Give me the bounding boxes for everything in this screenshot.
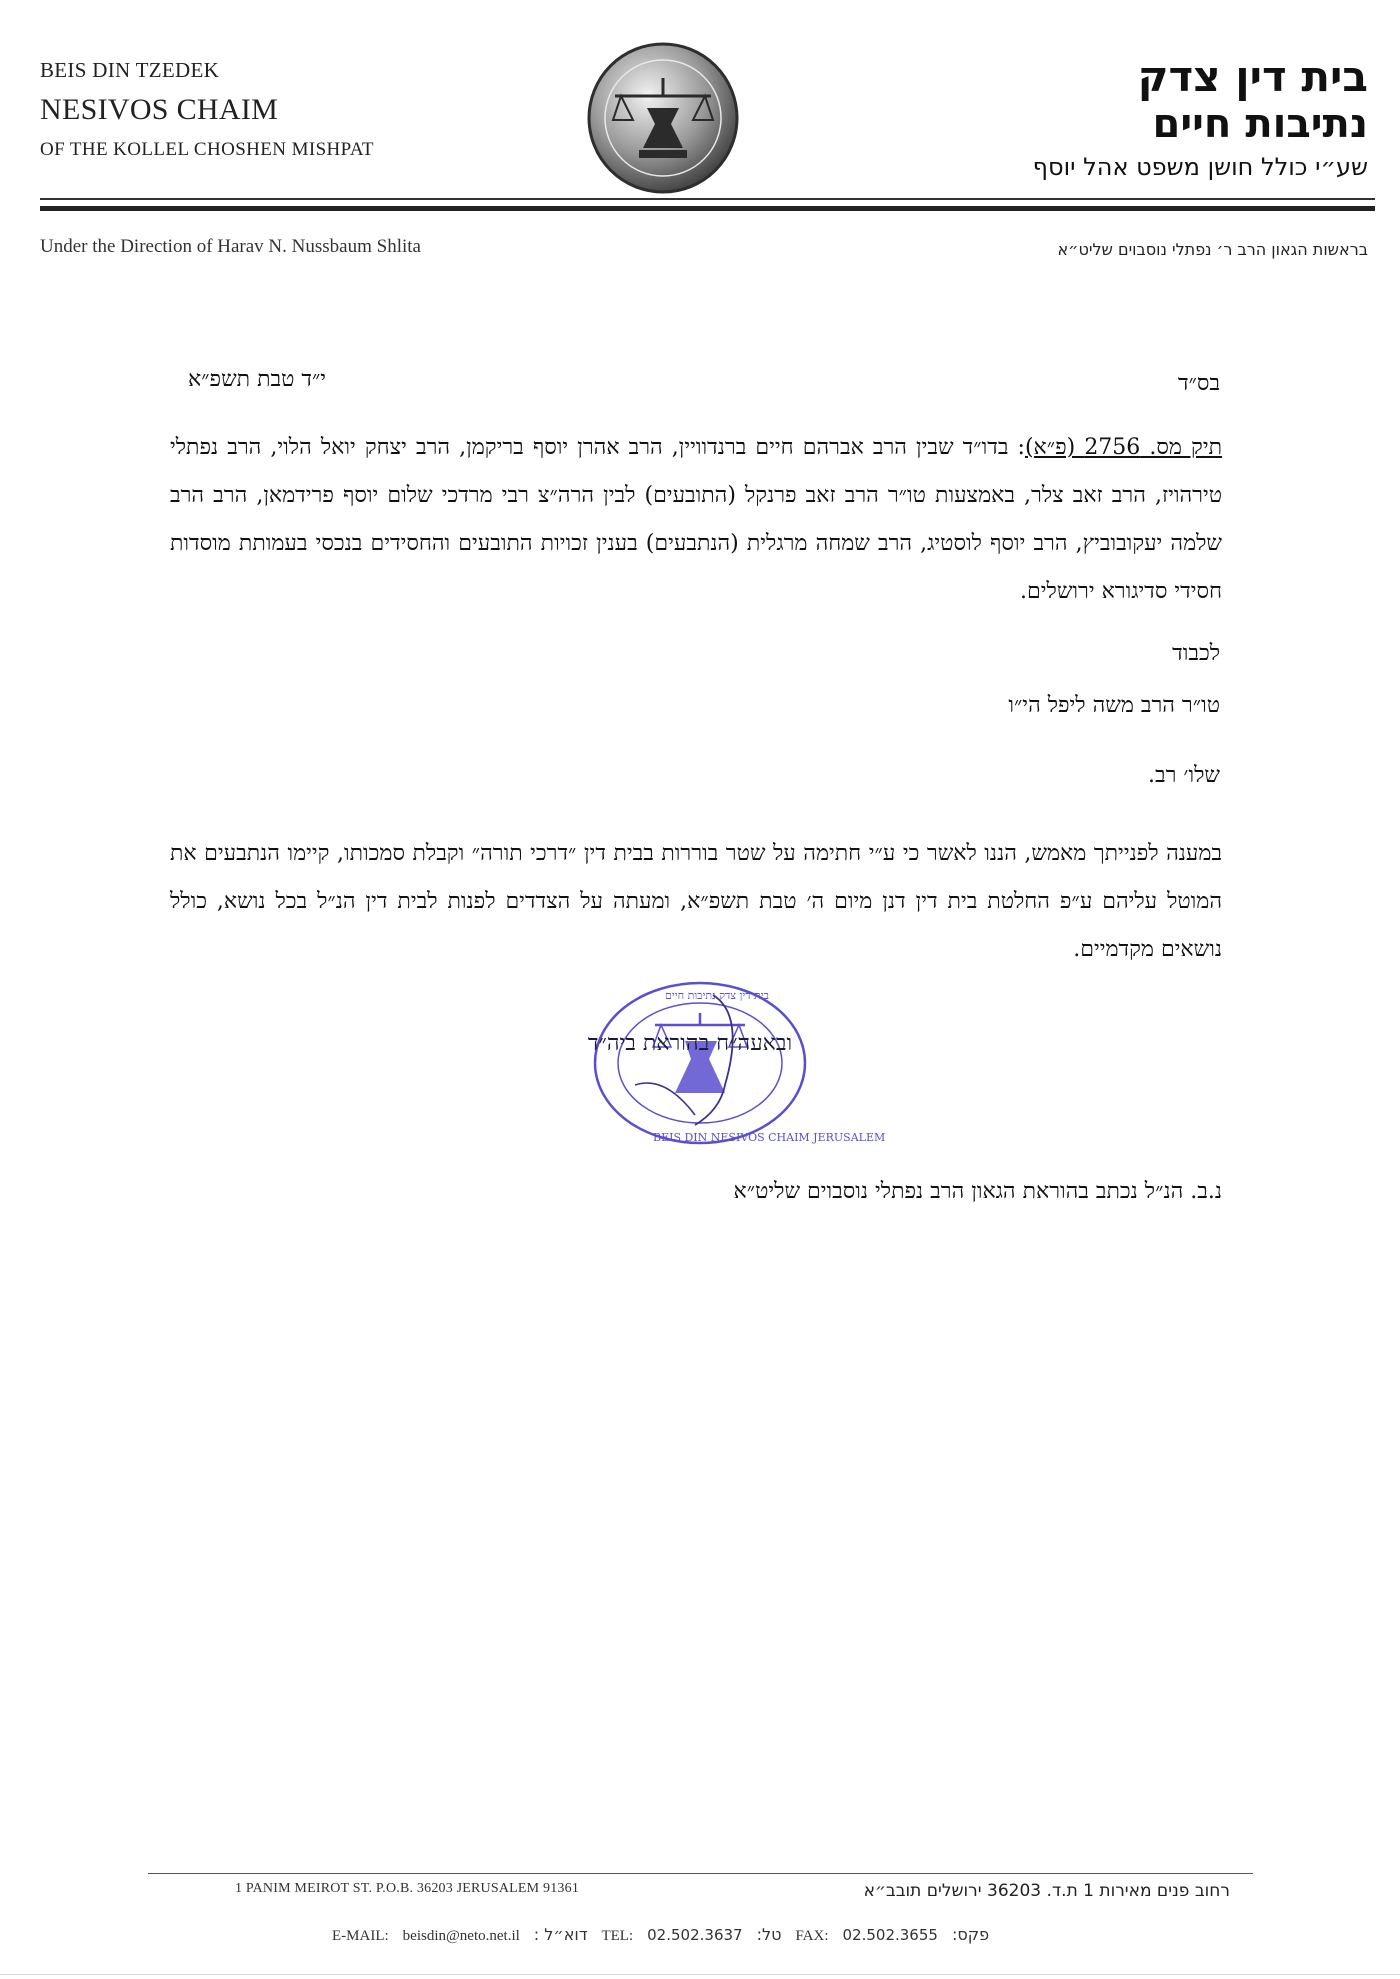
court-stamp-icon bbox=[575, 975, 886, 1150]
org-name-line3: OF THE KOLLEL CHOSHEN MISHPAT bbox=[40, 139, 374, 160]
scales-of-justice-seal-icon bbox=[583, 38, 743, 198]
scan-edge-line bbox=[0, 1974, 1400, 1975]
bsd-header: בס״ד bbox=[1177, 371, 1220, 396]
letterhead-hebrew bbox=[1033, 52, 1368, 181]
header-rule-thin bbox=[40, 198, 1375, 200]
email-label: E-MAIL: bbox=[332, 1928, 389, 1944]
fax-label: FAX: bbox=[795, 1928, 829, 1944]
org-name-hebrew-line2: נתיבות חיים bbox=[1152, 101, 1368, 147]
tel-number: 02.502.3637 bbox=[647, 1926, 743, 1944]
org-name-hebrew-line3: שע״י כולל חושן משפט אהל יוסף bbox=[1032, 153, 1368, 181]
recipient-name: טו״ר הרב משה ליפל הי״ו bbox=[1008, 693, 1220, 718]
postscript-nb: נ.ב. הנ״ל נכתב בהוראת הגאון הרב נפתלי נוסבוים שליט״א bbox=[733, 1179, 1222, 1204]
org-name-line2: NESIVOS CHAIM bbox=[40, 93, 279, 126]
email-label-hebrew: : דוא״ל bbox=[533, 1925, 588, 1944]
direction-english: Under the Direction of Harav N. Nussbaum Shlita bbox=[40, 236, 421, 257]
fax-label-hebrew: :פקס bbox=[951, 1925, 990, 1944]
footer-rule bbox=[148, 1873, 1253, 1874]
svg-text:BEIS DIN NESIVOS CHAIM JERUSAL: BEIS DIN NESIVOS CHAIM JERUSALEM bbox=[653, 1131, 886, 1144]
footer-contact bbox=[332, 1925, 1003, 1945]
email-address: beisdin@neto.net.il bbox=[402, 1928, 520, 1944]
greeting: שלו׳ רב. bbox=[1148, 763, 1220, 788]
case-number: תיק מס. 2756 (פ״א) bbox=[1024, 435, 1223, 460]
letter-date: י״ד טבת תשפ״א bbox=[188, 367, 327, 392]
body-paragraph: במענה לפנייתך מאמש, הננו לאשר כי ע״י חתימה על שטר בוררות בבית דין ״דרכי תורה״ וקבלת סמכותו, קיימו הנתבעים את המוטל עליהם ע״פ החלטת בית דין דנן מיום ה׳ טבת תשפ״א, ומעתה על הצדדים לפנות לבית דין הנ״ל בכל נושא, כולל נושאים מקדמיים. bbox=[170, 841, 1222, 962]
footer-address-english: 1 PANIM MEIROT ST. P.O.B. 36203 JERUSALEM 91361 bbox=[235, 1881, 580, 1896]
tel-label: TEL: bbox=[601, 1928, 634, 1944]
fax-number: 02.502.3655 bbox=[842, 1926, 938, 1944]
letterhead-english bbox=[40, 58, 374, 161]
svg-text:בית דין צדק נתיבות חיים: בית דין צדק נתיבות חיים bbox=[665, 989, 769, 1002]
case-description: : בדו״ד שבין הרב אברהם חיים ברנדוויין, הרב אהרן יוסף בריקמן, הרב יצחק יואל הלוי, הרב נפתלי טירהויז, הרב זאב צלר, באמצעות טו״ר הרב זאב פרנקל (התובעים) לבין הרה״צ רבי מרדכי שלום יוסף פרידמאן, הרב הרב שלמה יעקובוביץ, הרב יוסף לוסטיג, הרב שמחה מרגלית (הנתבעים) בענין זכויות התובעים והחסידים בנכסי בעמותת מוסדות חסידי סדיגורא ירושלים. bbox=[170, 435, 1222, 604]
org-name-line1: BEIS DIN TZEDEK bbox=[40, 58, 220, 82]
salutation-lekavod: לכבוד bbox=[1172, 641, 1220, 666]
tel-label-hebrew: :טל bbox=[756, 1925, 782, 1944]
org-name-hebrew-line1: בית דין צדק bbox=[1137, 52, 1368, 101]
case-paragraph bbox=[170, 424, 1222, 616]
header-rule-thick bbox=[40, 206, 1375, 211]
footer-address-hebrew: רחוב פנים מאירות 1 ת.ד. 36203 ירושלים תובב״א bbox=[863, 1881, 1230, 1901]
signature-line: ובאעה״ח בהוראת ביה״ד bbox=[587, 1031, 793, 1056]
direction-hebrew: בראשות הגאון הרב ר׳ נפתלי נוסבוים שליט״א bbox=[1057, 240, 1368, 259]
